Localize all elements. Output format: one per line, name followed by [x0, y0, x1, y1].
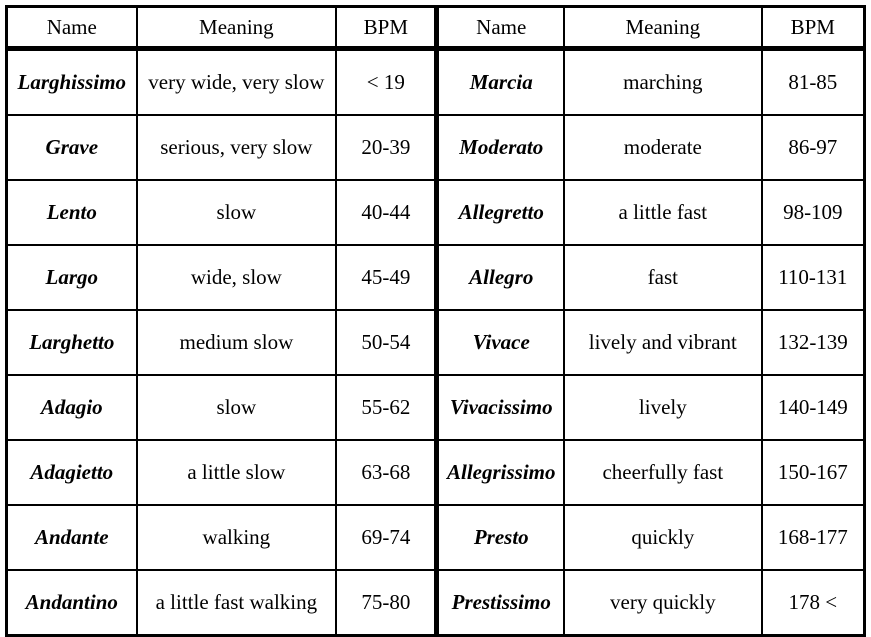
tempo-name-cell: Larghissimo — [7, 49, 137, 116]
tempo-name-cell: Prestissimo — [437, 570, 564, 636]
tempo-name-cell: Allegro — [437, 245, 564, 310]
meaning-cell: medium slow — [137, 310, 337, 375]
table-row — [7, 310, 865, 375]
tempo-name-cell: Andante — [7, 505, 137, 570]
tempo-name-cell: Grave — [7, 115, 137, 180]
bpm-cell: 81-85 — [762, 49, 865, 116]
tempo-name-cell: Adagio — [7, 375, 137, 440]
tempo-name-cell: Allegretto — [437, 180, 564, 245]
meaning-cell: marching — [564, 49, 762, 116]
meaning-cell: slow — [137, 180, 337, 245]
meaning-cell: fast — [564, 245, 762, 310]
bpm-cell: 98-109 — [762, 180, 865, 245]
tempo-name-cell: Allegrissimo — [437, 440, 564, 505]
bpm-cell: 150-167 — [762, 440, 865, 505]
table-row — [7, 440, 865, 505]
bpm-cell: 178 < — [762, 570, 865, 636]
bpm-cell: 75-80 — [336, 570, 437, 636]
table-row — [7, 49, 865, 116]
meaning-cell: a little fast — [564, 180, 762, 245]
meaning-cell: cheerfully fast — [564, 440, 762, 505]
meaning-cell: lively — [564, 375, 762, 440]
tempo-name-cell: Adagietto — [7, 440, 137, 505]
tempo-name-cell: Lento — [7, 180, 137, 245]
column-header-name-left: Name — [7, 7, 137, 49]
meaning-cell: moderate — [564, 115, 762, 180]
bpm-cell: 69-74 — [336, 505, 437, 570]
table-row — [7, 180, 865, 245]
bpm-cell: 86-97 — [762, 115, 865, 180]
meaning-cell: quickly — [564, 505, 762, 570]
meaning-cell: a little slow — [137, 440, 337, 505]
tempo-name-cell: Largo — [7, 245, 137, 310]
table-row — [7, 245, 865, 310]
meaning-cell: walking — [137, 505, 337, 570]
bpm-cell: 20-39 — [336, 115, 437, 180]
column-header-meaning-right: Meaning — [564, 7, 762, 49]
table-row — [7, 570, 865, 636]
bpm-cell: < 19 — [336, 49, 437, 116]
tempo-table — [5, 5, 866, 637]
column-header-name-right: Name — [437, 7, 564, 49]
table-row — [7, 375, 865, 440]
tempo-name-cell: Marcia — [437, 49, 564, 116]
tempo-name-cell: Vivacissimo — [437, 375, 564, 440]
column-header-meaning-left: Meaning — [137, 7, 337, 49]
bpm-cell: 45-49 — [336, 245, 437, 310]
bpm-cell: 168-177 — [762, 505, 865, 570]
meaning-cell: lively and vibrant — [564, 310, 762, 375]
header-row — [7, 7, 865, 49]
tempo-name-cell: Andantino — [7, 570, 137, 636]
bpm-cell: 40-44 — [336, 180, 437, 245]
meaning-cell: slow — [137, 375, 337, 440]
meaning-cell: very wide, very slow — [137, 49, 337, 116]
table-row — [7, 505, 865, 570]
bpm-cell: 50-54 — [336, 310, 437, 375]
bpm-cell: 140-149 — [762, 375, 865, 440]
bpm-cell: 132-139 — [762, 310, 865, 375]
column-header-bpm-left: BPM — [336, 7, 437, 49]
column-header-bpm-right: BPM — [762, 7, 865, 49]
tempo-name-cell: Presto — [437, 505, 564, 570]
meaning-cell: serious, very slow — [137, 115, 337, 180]
tempo-name-cell: Moderato — [437, 115, 564, 180]
meaning-cell: a little fast walking — [137, 570, 337, 636]
tempo-name-cell: Larghetto — [7, 310, 137, 375]
tempo-name-cell: Vivace — [437, 310, 564, 375]
meaning-cell: very quickly — [564, 570, 762, 636]
bpm-cell: 63-68 — [336, 440, 437, 505]
bpm-cell: 110-131 — [762, 245, 865, 310]
meaning-cell: wide, slow — [137, 245, 337, 310]
bpm-cell: 55-62 — [336, 375, 437, 440]
table-row — [7, 115, 865, 180]
